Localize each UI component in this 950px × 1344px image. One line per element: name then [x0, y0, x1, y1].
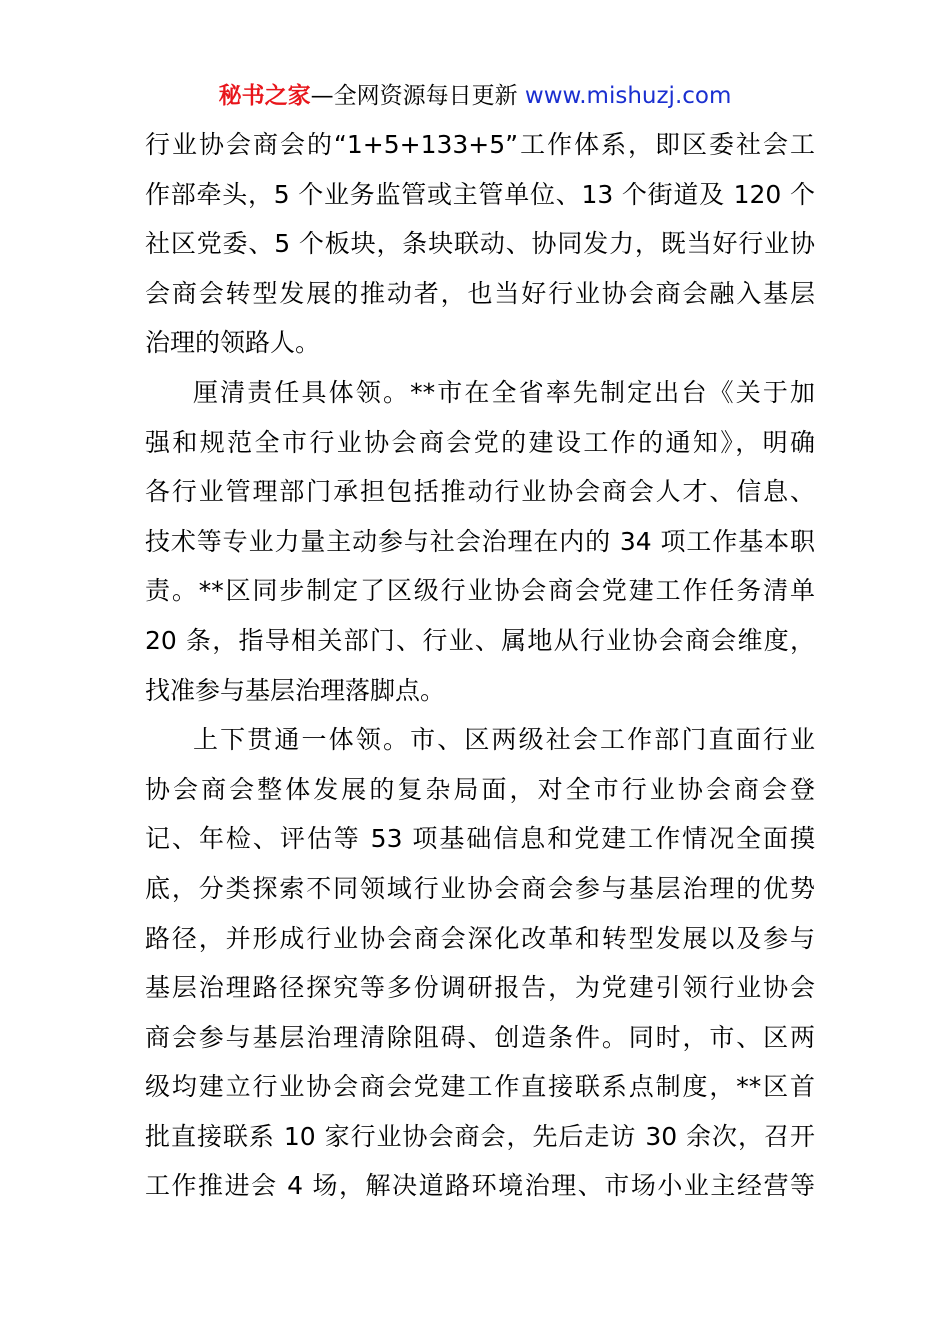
text-line: 强和规范全市行业协会商会党的建设工作的通知》，明确 [145, 427, 815, 457]
site-tagline: —全网资源每日更新 [310, 83, 525, 109]
text-line: 治理的领路人。 [145, 328, 321, 358]
text-line: 底，分类探索不同领域行业协会商会参与基层治理的优势 [145, 873, 815, 903]
text-line: 级均建立行业协会商会党建工作直接联系点制度，**区首 [145, 1072, 815, 1102]
text-line: 技术等专业力量主动参与社会治理在内的 34 项工作基本职 [145, 526, 815, 556]
text-line: 工作推进会 4 场，解决道路环境治理、市场小业主经营等 [145, 1171, 815, 1201]
text-line: 找准参与基层治理落脚点。 [145, 675, 446, 705]
site-header [0, 80, 950, 112]
paragraph-heading-line: 上下贯通一体领。市、区两级社会工作部门直面行业 [193, 725, 815, 755]
text-line: 会商会转型发展的推动者，也当好行业协会商会融入基层 [145, 278, 815, 308]
text-line: 协会商会整体发展的复杂局面，对全市行业协会商会登 [145, 774, 815, 804]
text-line: 社区党委、5 个板块，条块联动、协同发力，既当好行业协 [145, 229, 815, 259]
text-line: 20 条，指导相关部门、行业、属地从行业协会商会维度， [145, 625, 815, 655]
text-line: 作部牵头，5 个业务监管或主管单位、13 个街道及 120 个 [145, 179, 815, 209]
text-line: 责。**区同步制定了区级行业协会商会党建工作任务清单 [145, 576, 815, 606]
text-line: 商会参与基层治理清除阻碍、创造条件。同时，市、区两 [145, 1022, 815, 1052]
site-brand: 秘书之家 [218, 83, 311, 109]
text-line: 行业协会商会的“1+5+133+5”工作体系，即区委社会工 [145, 130, 815, 159]
document-body [145, 120, 815, 1211]
text-line: 记、年检、评估等 53 项基础信息和党建工作情况全面摸 [145, 824, 815, 854]
text-line: 路径，并形成行业协会商会深化改革和转型发展以及参与 [145, 923, 815, 953]
text-line: 基层治理路径探究等多份调研报告，为党建引领行业协会 [145, 973, 815, 1003]
site-url-link[interactable]: www.mishuzj.com [524, 83, 732, 109]
text-line: 各行业管理部门承担包括推动行业协会商会人才、信息、 [145, 477, 815, 507]
text-line: 批直接联系 10 家行业协会商会，先后走访 30 余次，召开 [145, 1121, 815, 1151]
paragraph-heading-line: 厘清责任具体领。**市在全省率先制定出台《关于加 [193, 377, 815, 407]
